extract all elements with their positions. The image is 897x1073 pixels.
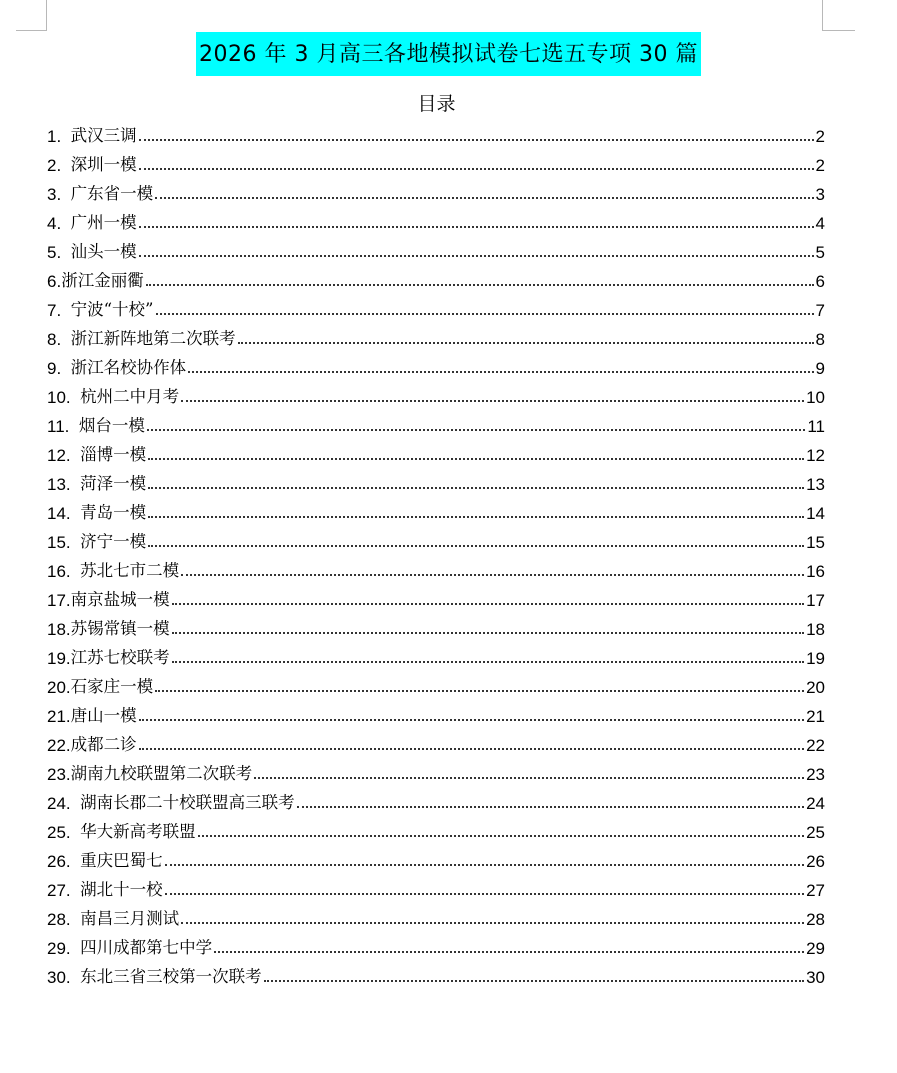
toc-entry-number: 11. [47,417,79,436]
toc-dot-leader [165,893,804,895]
toc-entry-page-number[interactable]: 20 [806,678,825,697]
toc-entry[interactable] [47,930,825,959]
toc-entry[interactable] [47,785,825,814]
toc-entry[interactable] [47,872,825,901]
toc-entry-page-number[interactable]: 19 [806,649,825,668]
toc-dot-leader [181,922,804,924]
toc-entry-label[interactable]: 杭州二中月考 [80,387,180,406]
toc-entry-number: 12. [47,446,81,465]
toc-entry-label[interactable]: 华大新高考联盟 [80,822,196,841]
toc-entry[interactable] [47,727,825,756]
toc-entry-label[interactable]: 济宁一模 [80,532,147,551]
toc-entry-label[interactable]: 唐山一模 [70,706,137,725]
toc-dot-leader [148,487,804,489]
toc-entry[interactable] [47,495,825,524]
toc-entry-page-number[interactable]: 9 [815,359,825,378]
toc-entry-number: 13. [47,475,81,494]
toc-dot-leader [139,139,814,141]
toc-entry-label[interactable]: 浙江名校协作体 [70,358,187,377]
toc-entry-number: 10. [47,388,81,407]
toc-entry-number: 14. [47,504,81,523]
toc-entry[interactable] [47,611,825,640]
toc-dot-leader [188,371,813,373]
toc-entry-number: 27. [47,881,81,900]
toc-entry-number: 6. [47,272,62,291]
toc-entry-number: 28. [47,910,81,929]
toc-entry-number: 9. [47,359,71,378]
toc-dot-leader [148,545,804,547]
toc-dot-leader [148,516,804,518]
toc-entry-number: 30. [47,968,81,987]
toc-entry[interactable] [47,843,825,872]
toc-entry[interactable] [47,379,825,408]
toc-entry-number: 20. [47,678,71,697]
toc-entry-page-number[interactable]: 28 [806,910,825,929]
toc-entry[interactable] [47,437,825,466]
toc-entry-label[interactable]: 石家庄一模 [70,677,154,696]
toc-entry-label[interactable]: 汕头一模 [70,242,137,261]
toc-entry-label[interactable]: 苏锡常镇一模 [70,619,170,638]
toc-entry[interactable] [47,263,825,292]
toc-dot-leader [254,777,804,779]
toc-entry-number: 19. [47,649,71,668]
document-title: 2026 年 3 月高三各地模拟试卷七选五专项 30 篇 [196,32,701,76]
toc-entry-label[interactable]: 浙江新阵地第二次联考 [70,329,236,348]
toc-entry-label[interactable]: 东北三省三校第一次联考 [80,967,262,986]
title-container [0,32,897,76]
toc-entry-number: 8. [47,330,71,349]
toc-entry-number: 21. [47,707,71,726]
toc-entry-number: 3. [47,185,71,204]
toc-entry-label[interactable]: 江苏七校联考 [70,648,170,667]
toc-entry-label[interactable]: 烟台一模 [78,416,145,435]
toc-dot-leader [181,574,804,576]
toc-dot-leader [264,980,804,982]
toc-entry-page-number[interactable]: 15 [806,533,825,552]
toc-dot-leader [147,429,806,431]
toc-entry[interactable] [47,350,825,379]
toc-entry-label[interactable]: 武汉三调 [70,126,137,145]
toc-entry[interactable] [47,205,825,234]
toc-dot-leader [198,835,804,837]
toc-entry-number: 7. [47,301,71,320]
toc-entry-label[interactable]: 湖北十一校 [80,880,163,899]
toc-entry-label[interactable]: 广州一模 [70,213,137,232]
toc-entry[interactable] [47,524,825,553]
toc-entry-number: 23. [47,765,71,784]
toc-entry-page-number[interactable]: 16 [806,562,825,581]
toc-entry-label[interactable]: 菏泽一模 [80,474,147,493]
toc-entry-label[interactable]: 成都二诊 [70,735,137,754]
page-corner-mark-top-left [16,0,47,31]
toc-entry[interactable] [47,292,825,321]
toc-entry-page-number[interactable]: 24 [806,794,825,813]
toc-entry-page-number[interactable]: 8 [815,330,825,349]
toc-dot-leader [139,226,814,228]
toc-entry[interactable] [47,959,825,988]
table-of-contents [47,118,825,988]
toc-entry-number: 24. [47,794,81,813]
toc-entry-page-number[interactable]: 7 [815,301,825,320]
toc-dot-leader [181,400,804,402]
toc-dot-leader [172,603,804,605]
toc-entry-label[interactable]: 四川成都第七中学 [80,938,213,957]
toc-entry-label[interactable]: 苏北七市二模 [80,561,180,580]
toc-dot-leader [146,284,814,286]
toc-entry[interactable] [47,814,825,843]
toc-entry-page-number[interactable]: 2 [815,127,825,146]
toc-dot-leader [155,197,813,199]
toc-entry-number: 4. [47,214,71,233]
toc-entry[interactable] [47,553,825,582]
toc-entry[interactable] [47,321,825,350]
toc-entry[interactable] [47,698,825,727]
toc-entry-page-number[interactable]: 2 [815,156,825,175]
toc-entry-label[interactable]: 南京盐城一模 [70,590,170,609]
toc-dot-leader [172,661,804,663]
toc-entry-number: 18. [47,620,71,639]
toc-entry-page-number[interactable]: 6 [815,272,825,291]
toc-dot-leader [139,719,804,721]
toc-entry-page-number[interactable]: 14 [806,504,825,523]
toc-entry-page-number[interactable]: 25 [806,823,825,842]
toc-entry-page-number[interactable]: 4 [815,214,825,233]
toc-entry-page-number[interactable]: 23 [806,765,825,784]
toc-entry[interactable] [47,640,825,669]
toc-entry-number: 17. [47,591,71,610]
toc-entry-number: 15. [47,533,81,552]
toc-entry[interactable] [47,901,825,930]
toc-entry-page-number[interactable]: 3 [815,185,825,204]
toc-dot-leader [165,864,804,866]
toc-entry-page-number[interactable]: 27 [806,881,825,900]
toc-entry-label[interactable]: 南昌三月测试 [80,909,180,928]
toc-entry-label[interactable]: 广东省一模 [70,184,154,203]
toc-dot-leader [148,458,804,460]
toc-entry[interactable] [47,756,825,785]
toc-entry-number: 29. [47,939,81,958]
toc-dot-leader [139,255,814,257]
toc-entry-page-number[interactable]: 13 [806,475,825,494]
toc-dot-leader [156,313,814,315]
toc-entry-page-number[interactable]: 30 [806,968,825,987]
toc-dot-leader [238,342,814,344]
toc-entry-number: 26. [47,852,81,871]
toc-entry-label[interactable]: 湖南九校联盟第二次联考 [70,764,253,783]
toc-entry-number: 25. [47,823,81,842]
toc-entry-number: 5. [47,243,71,262]
toc-entry-number: 1. [47,127,71,146]
toc-dot-leader [297,806,804,808]
toc-entry-page-number[interactable]: 22 [806,736,825,755]
toc-entry-label[interactable]: 湖南长郡二十校联盟高三联考 [80,793,295,812]
toc-entry-page-number[interactable]: 17 [806,591,825,610]
toc-entry-page-number[interactable]: 21 [806,707,825,726]
toc-dot-leader [172,632,804,634]
toc-dot-leader [155,690,804,692]
toc-entry[interactable] [47,408,825,437]
toc-entry-label[interactable]: 浙江金丽衢 [61,271,144,290]
toc-entry-label[interactable]: 重庆巴蜀七 [80,851,163,870]
toc-entry-label[interactable]: 淄博一模 [80,445,147,464]
toc-entry[interactable] [47,147,825,176]
toc-dot-leader [214,951,804,953]
toc-entry[interactable] [47,466,825,495]
toc-entry[interactable] [47,234,825,263]
toc-entry-page-number[interactable]: 5 [815,243,825,262]
toc-entry[interactable] [47,176,825,205]
toc-entry-number: 2. [47,156,71,175]
toc-entry-page-number[interactable]: 29 [806,939,825,958]
toc-heading: 目录 [417,93,456,115]
toc-entry[interactable] [47,582,825,611]
toc-dot-leader [139,748,804,750]
toc-entry[interactable] [47,669,825,698]
toc-entry-page-number[interactable]: 26 [806,852,825,871]
toc-entry[interactable] [47,118,825,147]
toc-entry-page-number[interactable]: 12 [806,446,825,465]
toc-entry-page-number[interactable]: 11 [807,417,825,436]
toc-entry-label[interactable]: 深圳一模 [70,155,137,174]
toc-entry-page-number[interactable]: 18 [806,620,825,639]
toc-entry-number: 16. [47,562,81,581]
toc-entry-label[interactable]: 青岛一模 [80,503,147,522]
toc-entry-number: 22. [47,736,71,755]
toc-entry-page-number[interactable]: 10 [806,388,825,407]
page-corner-mark-top-right [822,0,855,31]
toc-dot-leader [139,168,814,170]
toc-entry-label[interactable]: 宁波“十校” [70,300,154,319]
